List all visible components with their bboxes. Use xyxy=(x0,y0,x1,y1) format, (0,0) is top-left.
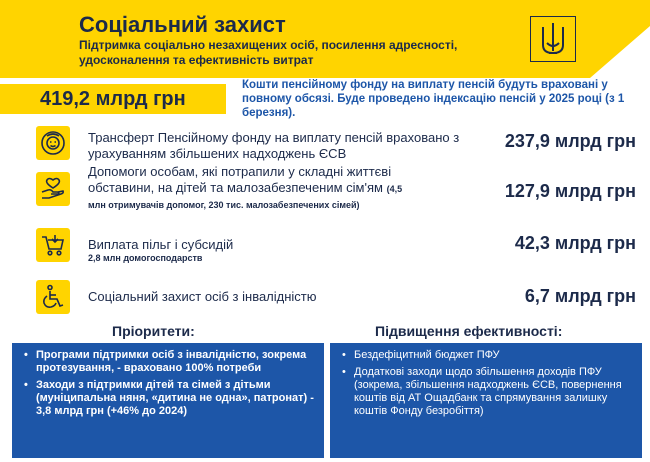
pension-fund-note: Кошти пенсійному фонду на виплату пенсій будуть враховані у повному обсязі. Буде проведено індексацію пенсій у 2025 році (з 1 березня). xyxy=(242,79,625,119)
item-pension-transfer-value: 237,9 млрд грн xyxy=(504,131,636,151)
item-assistance-text: Допомоги особам, які потрапили у складні життєві обставини, на дітей та малозабезпеченим сім'ям (4,5 млн отримувачів допомог, 230 тис. малозабезпечених сімей) xyxy=(88,164,403,210)
item-benefits-text: Виплата пільг і субсидій 2,8 млн домогосподарств xyxy=(88,237,234,263)
efficiency-title: Підвищення ефективності: xyxy=(375,323,563,339)
trident-emblem-icon xyxy=(530,16,576,62)
item-benefits-value: 42,3 млрд грн xyxy=(514,233,636,253)
list-item: • Програми підтримки осіб з інвалідністю, зокрема протезування, - враховано 100% потреби xyxy=(22,349,314,375)
helping-hands-icon xyxy=(36,172,70,206)
list-item: • Заходи з підтримки дітей та сімей з дітьми (муніципальна няня, «дитина не одна», патронат) - 3,8 млрд грн (+46% до 2024) xyxy=(22,379,314,418)
list-item: • Бездефіцитний бюджет ПФУ xyxy=(340,349,632,362)
item-pension-transfer-text: Трансферт Пенсійному фонду на виплату пенсій враховано з урахуванням збільшених надходжень ЄСВ xyxy=(88,130,460,161)
shopping-cart-icon xyxy=(36,228,70,262)
efficiency-panel xyxy=(330,343,642,458)
page-title: Соціальний захист xyxy=(79,12,286,37)
item-disability-text: Соціальний захист осіб з інвалідністю xyxy=(88,289,317,304)
priorities-panel xyxy=(12,343,324,458)
list-item: • Додаткові заходи щодо збільшення доходів ПФУ (зокрема, збільшення надходжень ЄСВ, повернення коштів від АТ Ощадбанк та спрямування залишку коштів Фонду безробіття) xyxy=(340,366,632,418)
priorities-list xyxy=(12,343,324,418)
item-disability-value: 6,7 млрд грн xyxy=(524,286,636,306)
wheelchair-icon xyxy=(36,280,70,314)
efficiency-list xyxy=(330,343,642,418)
page-subtitle: Підтримка соціально незахищених осіб, посилення адресності, удосконалення та ефективність витрат xyxy=(79,38,458,67)
total-amount: 419,2 млрд грн xyxy=(40,88,186,110)
item-assistance-value: 127,9 млрд грн xyxy=(504,181,636,201)
elderly-person-icon xyxy=(36,126,70,160)
priorities-title: Пріоритети: xyxy=(112,323,195,339)
